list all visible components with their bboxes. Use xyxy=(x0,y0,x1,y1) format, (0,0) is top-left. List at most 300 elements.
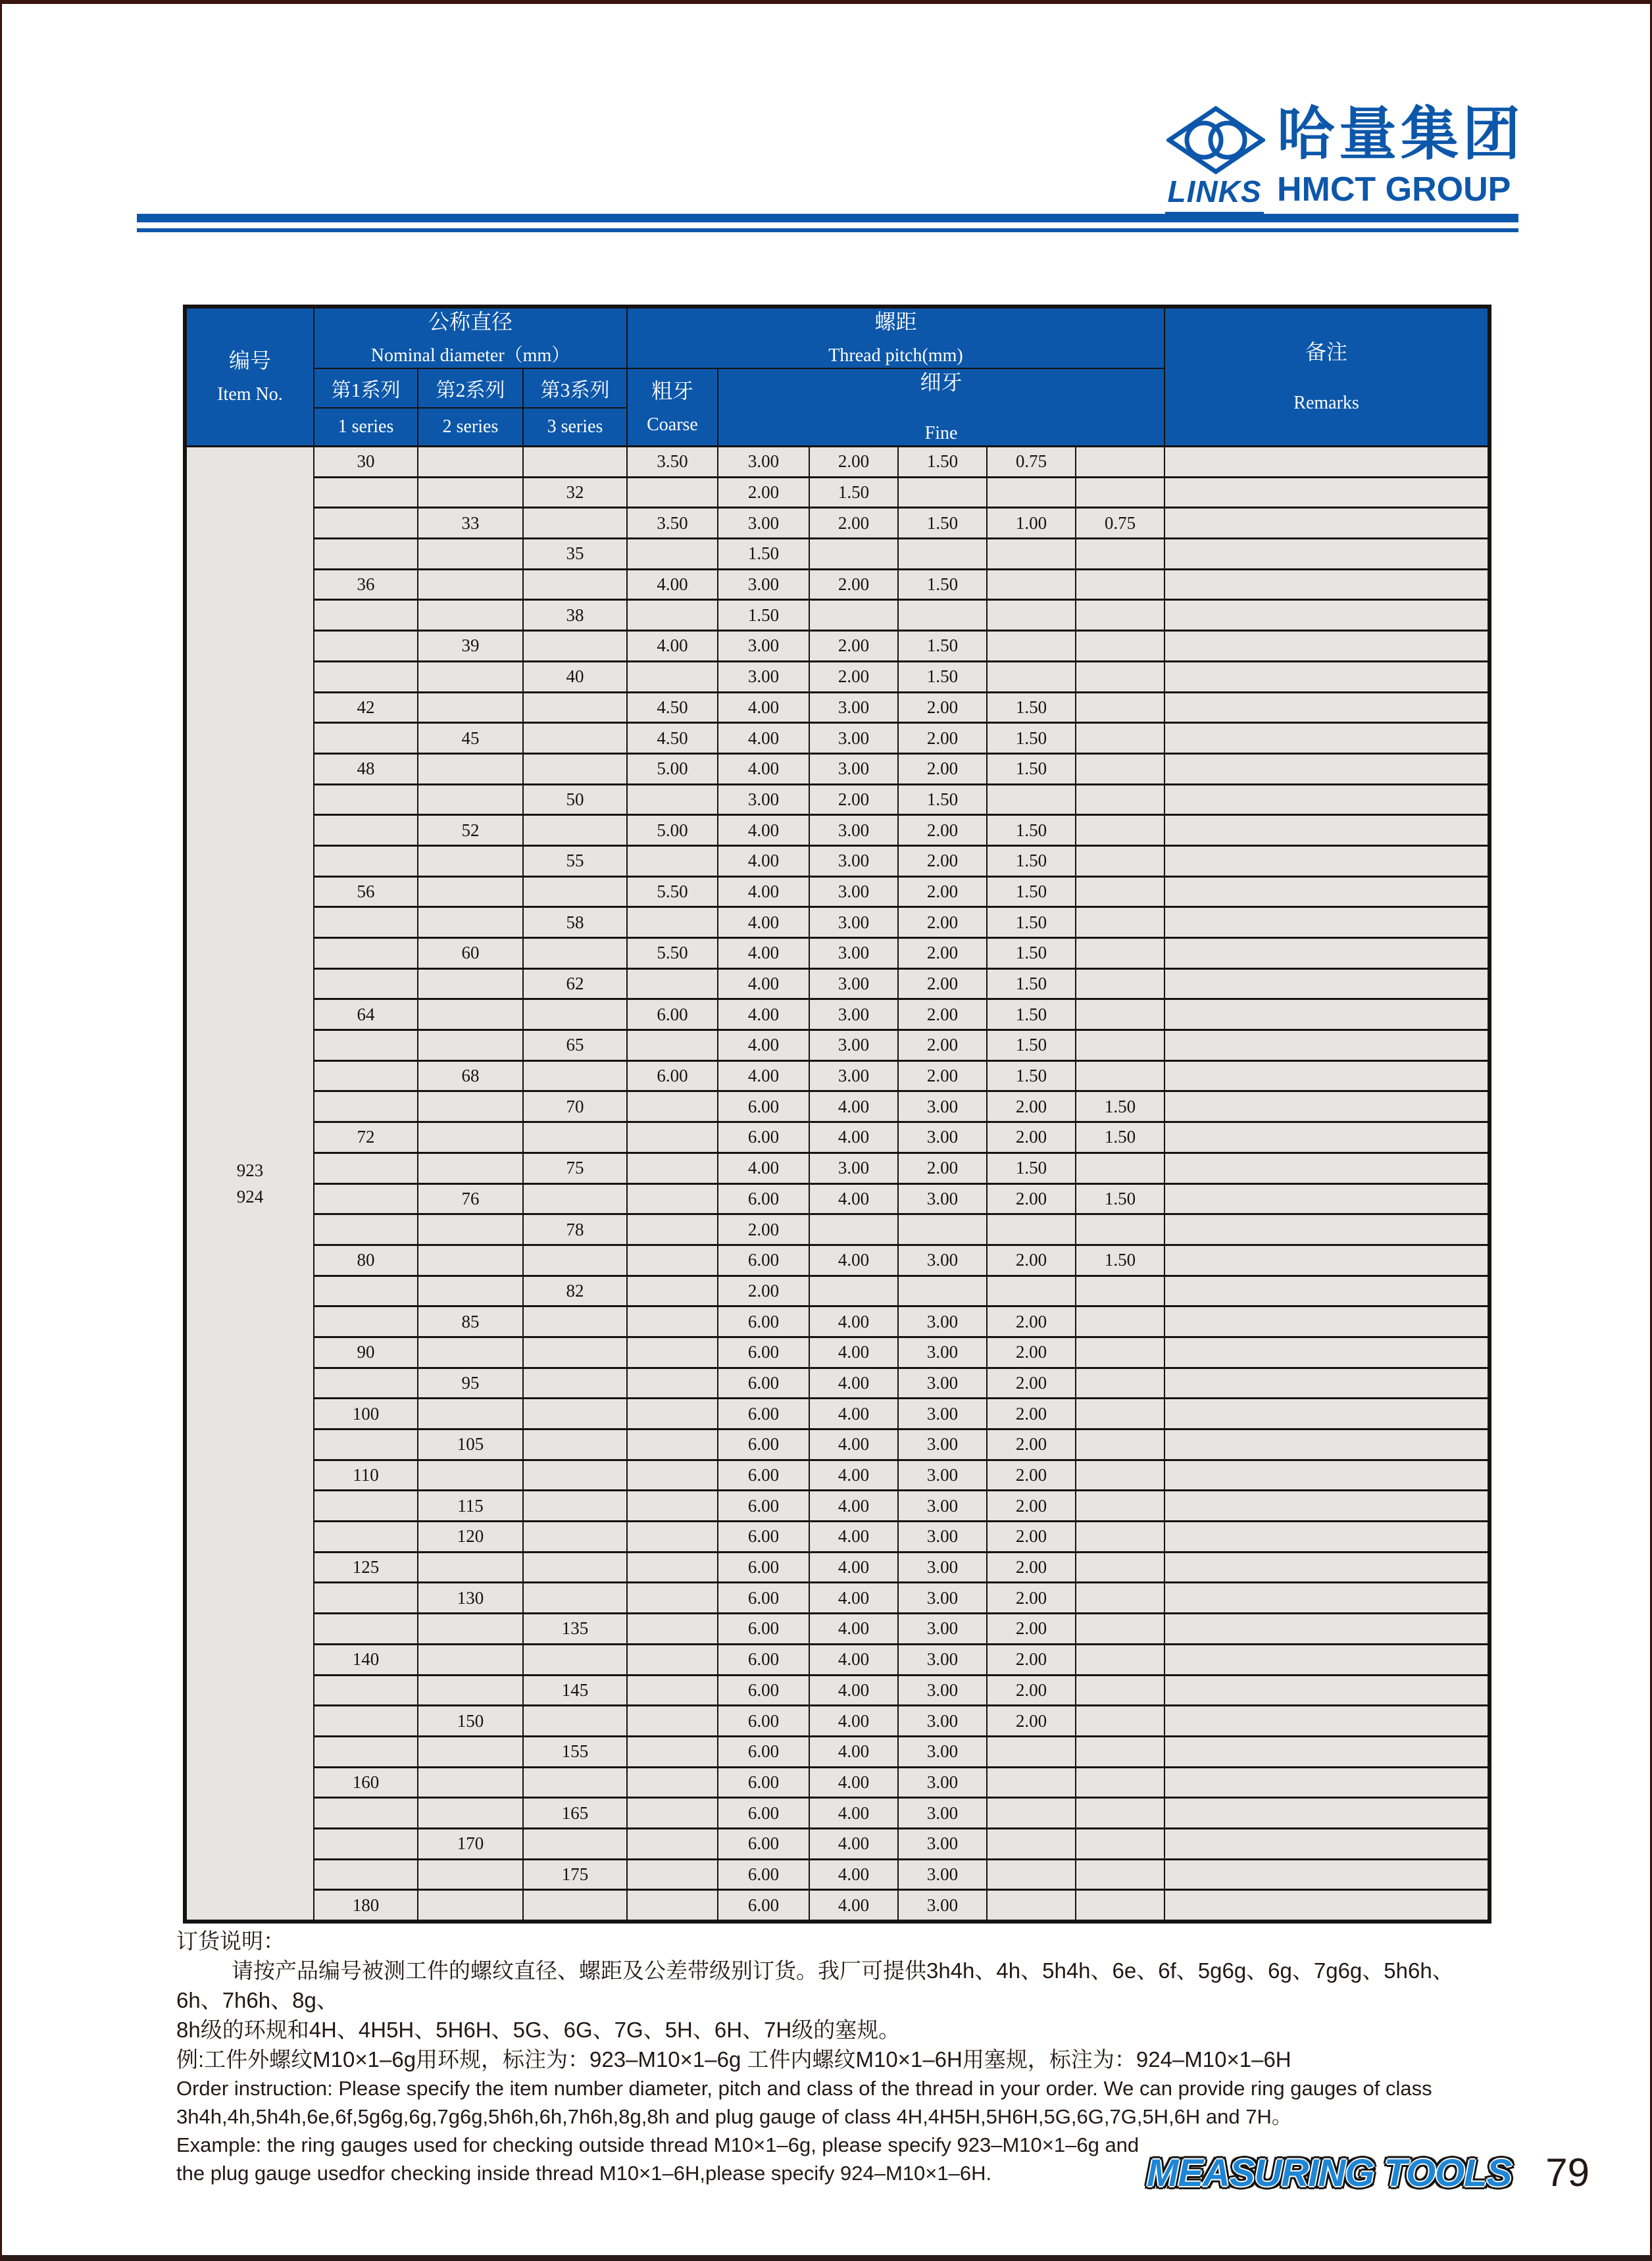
series2-cell: 60 xyxy=(418,938,523,969)
coarse-cell xyxy=(627,1828,718,1859)
remarks-cell xyxy=(1164,845,1489,876)
fine-cell: 2.00 xyxy=(987,1122,1076,1153)
fine-cell: 3.00 xyxy=(898,1890,987,1922)
series2-cell: 95 xyxy=(418,1368,523,1399)
fine-cell xyxy=(809,1214,898,1245)
fine-cell xyxy=(987,569,1076,600)
series1-cell xyxy=(314,968,418,999)
fine-cell: 6.00 xyxy=(718,1859,809,1890)
fine-cell: 1.50 xyxy=(718,600,809,631)
coarse-cell xyxy=(627,1644,718,1675)
remarks-cell xyxy=(1164,1399,1489,1429)
fine-cell: 6.00 xyxy=(718,1736,809,1767)
table-row xyxy=(185,1890,1489,1922)
coarse-cell xyxy=(627,1183,718,1214)
series1-cell xyxy=(314,1276,418,1306)
coarse-cell: 3.50 xyxy=(627,447,718,478)
fine-cell: 1.50 xyxy=(898,508,987,539)
coarse-cell xyxy=(627,1552,718,1583)
fine-cell: 1.50 xyxy=(898,784,987,815)
fine-cell: 2.00 xyxy=(898,1153,987,1183)
fine-cell: 2.00 xyxy=(987,1368,1076,1399)
series1-cell xyxy=(314,1614,418,1645)
remarks-cell xyxy=(1164,1306,1489,1337)
remarks-cell xyxy=(1164,1614,1489,1645)
series3-cell xyxy=(523,447,627,478)
fine-cell: 3.00 xyxy=(809,1153,898,1183)
series1-cell: 48 xyxy=(314,753,418,784)
remarks-cell xyxy=(1164,600,1489,631)
fine-cell xyxy=(987,631,1076,662)
fine-cell xyxy=(898,1276,987,1306)
fine-cell: 6.00 xyxy=(718,1644,809,1675)
series1-cell: 100 xyxy=(314,1399,418,1429)
table-row xyxy=(185,539,1489,570)
coarse-cell: 5.00 xyxy=(627,753,718,784)
fine-cell xyxy=(987,1859,1076,1890)
table-row xyxy=(185,968,1489,999)
series1-cell: 80 xyxy=(314,1245,418,1276)
fine-cell xyxy=(1076,1429,1164,1460)
remarks-cell xyxy=(1164,1153,1489,1183)
series1-cell xyxy=(314,1091,418,1122)
fine-cell xyxy=(1076,1644,1164,1675)
coarse-cell xyxy=(627,1675,718,1706)
series1-cell: 110 xyxy=(314,1460,418,1491)
series3-cell: 175 xyxy=(523,1859,627,1890)
series2-cell: 150 xyxy=(418,1706,523,1737)
fine-cell xyxy=(987,539,1076,570)
fine-cell xyxy=(1076,784,1164,815)
coarse-cell xyxy=(627,1153,718,1183)
remarks-cell xyxy=(1164,1429,1489,1460)
fine-cell xyxy=(1076,1675,1164,1706)
fine-cell xyxy=(1076,661,1164,692)
fine-cell: 3.00 xyxy=(898,1767,987,1798)
coarse-cell: 5.00 xyxy=(627,815,718,846)
series3-cell xyxy=(523,999,627,1030)
fine-cell xyxy=(1076,815,1164,846)
diameter-en: Nominal diameter（mm） xyxy=(370,345,570,366)
table-row xyxy=(185,1091,1489,1122)
fine-cell: 2.00 xyxy=(898,815,987,846)
series2-cell xyxy=(418,1859,523,1890)
fine-cell xyxy=(1076,1522,1164,1553)
fine-cell: 3.00 xyxy=(718,569,809,600)
remarks-cell xyxy=(1164,1552,1489,1583)
col-header-fine xyxy=(718,368,1164,447)
table-row xyxy=(185,938,1489,969)
fine-cell xyxy=(987,1736,1076,1767)
remarks-cell xyxy=(1164,661,1489,692)
series1-cell: 30 xyxy=(314,447,418,478)
remarks-cell xyxy=(1164,1091,1489,1122)
fine-cell xyxy=(1076,1890,1164,1922)
remarks-cell xyxy=(1164,692,1489,723)
table-body xyxy=(185,447,1489,1922)
remarks-cell xyxy=(1164,508,1489,539)
series2-cell xyxy=(418,1399,523,1429)
series2-cell: 105 xyxy=(418,1429,523,1460)
series3-cell xyxy=(523,723,627,754)
series1-cell xyxy=(314,815,418,846)
series2-cell: 120 xyxy=(418,1522,523,1553)
remarks-cell xyxy=(1164,784,1489,815)
fine-cell: 4.00 xyxy=(718,938,809,969)
coarse-cell xyxy=(627,1306,718,1337)
item-no-zh: 编号 xyxy=(228,349,271,372)
fine-cell xyxy=(1076,968,1164,999)
fine-cell: 2.00 xyxy=(898,723,987,754)
series1-cell xyxy=(314,845,418,876)
footer-zh-line2: 8h级的环规和4H、4H5H、5H6H、5G、6G、7G、5H、6H、7H级的塞规。 xyxy=(176,2018,901,2042)
series2-cell xyxy=(418,661,523,692)
fine-cell: 6.00 xyxy=(718,1583,809,1614)
fine-cell xyxy=(809,600,898,631)
remarks-cell xyxy=(1164,938,1489,969)
fine-cell: 3.00 xyxy=(809,999,898,1030)
fine-cell: 2.00 xyxy=(987,1583,1076,1614)
coarse-cell xyxy=(627,1030,718,1061)
fine-cell: 1.50 xyxy=(987,1153,1076,1183)
page-number: 79 xyxy=(1545,2150,1590,2195)
series1-cell: 72 xyxy=(314,1122,418,1153)
fine-cell xyxy=(1076,1828,1164,1859)
coarse-zh: 粗牙 xyxy=(651,379,693,403)
fine-cell: 3.00 xyxy=(898,1583,987,1614)
fine-cell: 6.00 xyxy=(718,1706,809,1737)
coarse-cell xyxy=(627,477,718,508)
series3-cell xyxy=(523,1828,627,1859)
fine-cell: 2.00 xyxy=(809,631,898,662)
series1-cell xyxy=(314,1368,418,1399)
remarks-cell xyxy=(1164,1060,1489,1091)
table-row xyxy=(185,1614,1489,1645)
fine-cell xyxy=(1076,1552,1164,1583)
table-row xyxy=(185,569,1489,600)
table-row xyxy=(185,1675,1489,1706)
table-row xyxy=(185,1306,1489,1337)
fine-cell xyxy=(898,600,987,631)
series2-cell xyxy=(418,600,523,631)
series2-cell xyxy=(418,1337,523,1368)
fine-cell xyxy=(1076,1337,1164,1368)
fine-cell: 2.00 xyxy=(809,508,898,539)
fine-cell: 4.00 xyxy=(809,1675,898,1706)
table-row xyxy=(185,600,1489,631)
remarks-cell xyxy=(1164,1460,1489,1491)
remarks-cell xyxy=(1164,1767,1489,1798)
series1-cell xyxy=(314,938,418,969)
logo-group-name: HMCT GROUP xyxy=(1277,170,1511,209)
series2-cell xyxy=(418,968,523,999)
col-header-pitch xyxy=(627,307,1164,368)
series1-cell: 36 xyxy=(314,569,418,600)
coarse-cell xyxy=(627,600,718,631)
coarse-cell xyxy=(627,1091,718,1122)
fine-cell: 2.00 xyxy=(718,1214,809,1245)
fine-cell: 6.00 xyxy=(718,1828,809,1859)
series2-cell: 68 xyxy=(418,1060,523,1091)
table-row xyxy=(185,447,1489,478)
series1-cell xyxy=(314,1429,418,1460)
coarse-cell xyxy=(627,1122,718,1153)
remarks-cell xyxy=(1164,1491,1489,1522)
series3-cell xyxy=(523,815,627,846)
fine-cell: 1.50 xyxy=(1076,1122,1164,1153)
remarks-zh: 备注 xyxy=(1305,340,1348,364)
fine-cell: 6.00 xyxy=(718,1522,809,1553)
fine-cell: 2.00 xyxy=(987,1429,1076,1460)
series1-cell xyxy=(314,1060,418,1091)
fine-cell xyxy=(898,477,987,508)
fine-cell: 3.00 xyxy=(718,631,809,662)
fine-cell xyxy=(1076,631,1164,662)
fine-cell: 4.00 xyxy=(809,1644,898,1675)
fine-en: Fine xyxy=(924,423,958,443)
series1-cell xyxy=(314,1214,418,1245)
remarks-cell xyxy=(1164,1030,1489,1061)
fine-cell: 4.00 xyxy=(718,1060,809,1091)
series2-cell xyxy=(418,1675,523,1706)
remarks-cell xyxy=(1164,1644,1489,1675)
fine-cell: 4.00 xyxy=(809,1122,898,1153)
series2-cell: 39 xyxy=(418,631,523,662)
remarks-cell xyxy=(1164,631,1489,662)
table-row xyxy=(185,1429,1489,1460)
series1-cell xyxy=(314,1183,418,1214)
series1-cell: 125 xyxy=(314,1552,418,1583)
fine-cell: 4.00 xyxy=(718,907,809,938)
fine-cell: 3.00 xyxy=(898,1122,987,1153)
fine-cell xyxy=(987,477,1076,508)
fine-cell xyxy=(1076,845,1164,876)
fine-cell: 4.00 xyxy=(718,1030,809,1061)
coarse-cell: 4.50 xyxy=(627,723,718,754)
fine-cell: 1.50 xyxy=(987,907,1076,938)
fine-cell: 4.00 xyxy=(809,1399,898,1429)
fine-zh: 细牙 xyxy=(920,370,963,394)
remarks-cell xyxy=(1164,477,1489,508)
pitch-en: Thread pitch(mm) xyxy=(828,345,963,366)
fine-cell xyxy=(987,661,1076,692)
coarse-cell xyxy=(627,1245,718,1276)
fine-cell xyxy=(1076,1030,1164,1061)
remarks-cell xyxy=(1164,815,1489,846)
series3-cell: 40 xyxy=(523,661,627,692)
coarse-cell: 6.00 xyxy=(627,1060,718,1091)
fine-cell: 3.00 xyxy=(898,1091,987,1122)
fine-cell: 2.00 xyxy=(987,1706,1076,1737)
fine-cell: 2.00 xyxy=(987,1644,1076,1675)
fine-cell: 2.00 xyxy=(987,1091,1076,1122)
fine-cell: 2.00 xyxy=(898,1030,987,1061)
fine-cell: 3.00 xyxy=(898,1460,987,1491)
series3-cell: 155 xyxy=(523,1736,627,1767)
table-row xyxy=(185,815,1489,846)
series3-cell xyxy=(523,1522,627,1553)
fine-cell xyxy=(1076,1767,1164,1798)
fine-cell: 3.00 xyxy=(898,1429,987,1460)
fine-cell: 1.50 xyxy=(987,753,1076,784)
series3-cell: 145 xyxy=(523,1675,627,1706)
fine-cell: 1.50 xyxy=(987,692,1076,723)
fine-cell: 3.00 xyxy=(898,1245,987,1276)
coarse-cell: 5.50 xyxy=(627,938,718,969)
col-header-item-no xyxy=(185,307,314,447)
series2-cell: 45 xyxy=(418,723,523,754)
links-wordmark: LINKS xyxy=(1165,174,1264,216)
series2-cell xyxy=(418,539,523,570)
coarse-cell: 4.00 xyxy=(627,569,718,600)
fine-cell: 3.00 xyxy=(898,1828,987,1859)
diameter-zh: 公称直径 xyxy=(428,310,513,334)
series2-cell xyxy=(418,692,523,723)
table-row xyxy=(185,753,1489,784)
fine-cell xyxy=(1076,1153,1164,1183)
series1-cell xyxy=(314,1675,418,1706)
fine-cell: 4.00 xyxy=(809,1460,898,1491)
table-row xyxy=(185,876,1489,907)
fine-cell: 2.00 xyxy=(898,692,987,723)
bottom-brand-bar xyxy=(1147,2150,1607,2195)
fine-cell: 3.00 xyxy=(809,968,898,999)
fine-cell: 3.00 xyxy=(809,753,898,784)
fine-cell: 2.00 xyxy=(898,938,987,969)
series2-cell: 52 xyxy=(418,815,523,846)
series1-cell xyxy=(314,539,418,570)
table-row xyxy=(185,1706,1489,1737)
fine-cell xyxy=(987,1828,1076,1859)
fine-cell: 4.00 xyxy=(809,1890,898,1922)
table-row xyxy=(185,1122,1489,1153)
table-row xyxy=(185,1214,1489,1245)
fine-cell: 2.00 xyxy=(898,1060,987,1091)
series3-cell xyxy=(523,753,627,784)
series3-cell xyxy=(523,692,627,723)
fine-cell: 4.00 xyxy=(809,1368,898,1399)
fine-cell xyxy=(1076,1736,1164,1767)
fine-cell: 3.00 xyxy=(898,1859,987,1890)
table-row xyxy=(185,631,1489,662)
fine-cell xyxy=(987,784,1076,815)
series1-cell xyxy=(314,1736,418,1767)
coarse-cell xyxy=(627,1368,718,1399)
table-row xyxy=(185,1491,1489,1522)
remarks-cell xyxy=(1164,1736,1489,1767)
table-row xyxy=(185,1552,1489,1583)
remarks-cell xyxy=(1164,1214,1489,1245)
fine-cell: 2.00 xyxy=(718,477,809,508)
table-row xyxy=(185,1798,1489,1829)
series1-cell xyxy=(314,661,418,692)
fine-cell: 4.00 xyxy=(809,1706,898,1737)
fine-cell: 6.00 xyxy=(718,1091,809,1122)
fine-cell: 6.00 xyxy=(718,1245,809,1276)
fine-cell xyxy=(1076,1614,1164,1645)
pitch-zh: 螺距 xyxy=(874,310,917,334)
fine-cell: 2.00 xyxy=(809,569,898,600)
coarse-cell: 5.50 xyxy=(627,876,718,907)
fine-cell: 3.00 xyxy=(809,692,898,723)
series1-cell: 180 xyxy=(314,1890,418,1922)
fine-cell xyxy=(1076,999,1164,1030)
series1-cell xyxy=(314,1306,418,1337)
series3-cell xyxy=(523,1245,627,1276)
coarse-cell xyxy=(627,1491,718,1522)
order-instructions xyxy=(176,1926,1492,2187)
fine-cell: 4.00 xyxy=(809,1583,898,1614)
fine-cell: 4.00 xyxy=(809,1828,898,1859)
series3-cell: 55 xyxy=(523,845,627,876)
company-logo xyxy=(1166,103,1535,221)
series1-cell: 90 xyxy=(314,1337,418,1368)
fine-cell xyxy=(809,539,898,570)
fine-cell: 1.50 xyxy=(987,999,1076,1030)
fine-cell: 6.00 xyxy=(718,1767,809,1798)
fine-cell: 2.00 xyxy=(898,753,987,784)
remarks-cell xyxy=(1164,447,1489,478)
series3-cell xyxy=(523,508,627,539)
fine-cell: 6.00 xyxy=(718,1798,809,1829)
series3-cell xyxy=(523,1122,627,1153)
fine-cell: 6.00 xyxy=(718,1122,809,1153)
fine-cell: 0.75 xyxy=(1076,508,1164,539)
series2-cell xyxy=(418,1614,523,1645)
series2-cell xyxy=(418,1214,523,1245)
fine-cell: 3.00 xyxy=(809,938,898,969)
coarse-cell xyxy=(627,907,718,938)
fine-cell: 6.00 xyxy=(718,1890,809,1922)
table-row xyxy=(185,1030,1489,1061)
remarks-cell xyxy=(1164,1583,1489,1614)
fine-cell: 3.00 xyxy=(718,508,809,539)
col-header-diameter xyxy=(314,307,627,368)
footer-zh-line1: 请按产品编号被测工件的螺纹直径、螺距及公差带级别订货。我厂可提供3h4h、4h、5h4h、6e、6f、5g6g、6g、7g6g、5h6h、6h、7h6h、8g、 xyxy=(176,1958,1454,2012)
fine-cell: 2.00 xyxy=(898,999,987,1030)
thread-spec-table xyxy=(183,305,1491,1924)
item-no-en: Item No. xyxy=(217,384,283,405)
footer-en-line3: Example: the ring gauges used for checking outside thread M10×1–6g, please specify 923–M10×1–6g and xyxy=(176,2133,1139,2156)
coarse-cell xyxy=(627,1890,718,1922)
remarks-cell xyxy=(1164,1368,1489,1399)
fine-cell: 6.00 xyxy=(718,1368,809,1399)
remarks-en: Remarks xyxy=(1293,393,1359,413)
series3-cell xyxy=(523,1460,627,1491)
fine-cell: 6.00 xyxy=(718,1429,809,1460)
series1-cell: 160 xyxy=(314,1767,418,1798)
fine-cell: 4.00 xyxy=(718,999,809,1030)
remarks-cell xyxy=(1164,1890,1489,1922)
item-no-cell xyxy=(185,447,314,1922)
fine-cell: 3.00 xyxy=(809,845,898,876)
coarse-cell xyxy=(627,968,718,999)
remarks-cell xyxy=(1164,1337,1489,1368)
table-row xyxy=(185,999,1489,1030)
fine-cell: 2.00 xyxy=(718,1276,809,1306)
remarks-cell xyxy=(1164,753,1489,784)
fine-cell xyxy=(1076,1276,1164,1306)
fine-cell: 3.00 xyxy=(898,1736,987,1767)
fine-cell: 1.50 xyxy=(987,938,1076,969)
series1-cell xyxy=(314,1153,418,1183)
fine-cell: 4.00 xyxy=(809,1245,898,1276)
series1-cell: 42 xyxy=(314,692,418,723)
coarse-cell: 3.50 xyxy=(627,508,718,539)
series1-cell xyxy=(314,1491,418,1522)
series3-cell xyxy=(523,1368,627,1399)
series2-cell xyxy=(418,447,523,478)
